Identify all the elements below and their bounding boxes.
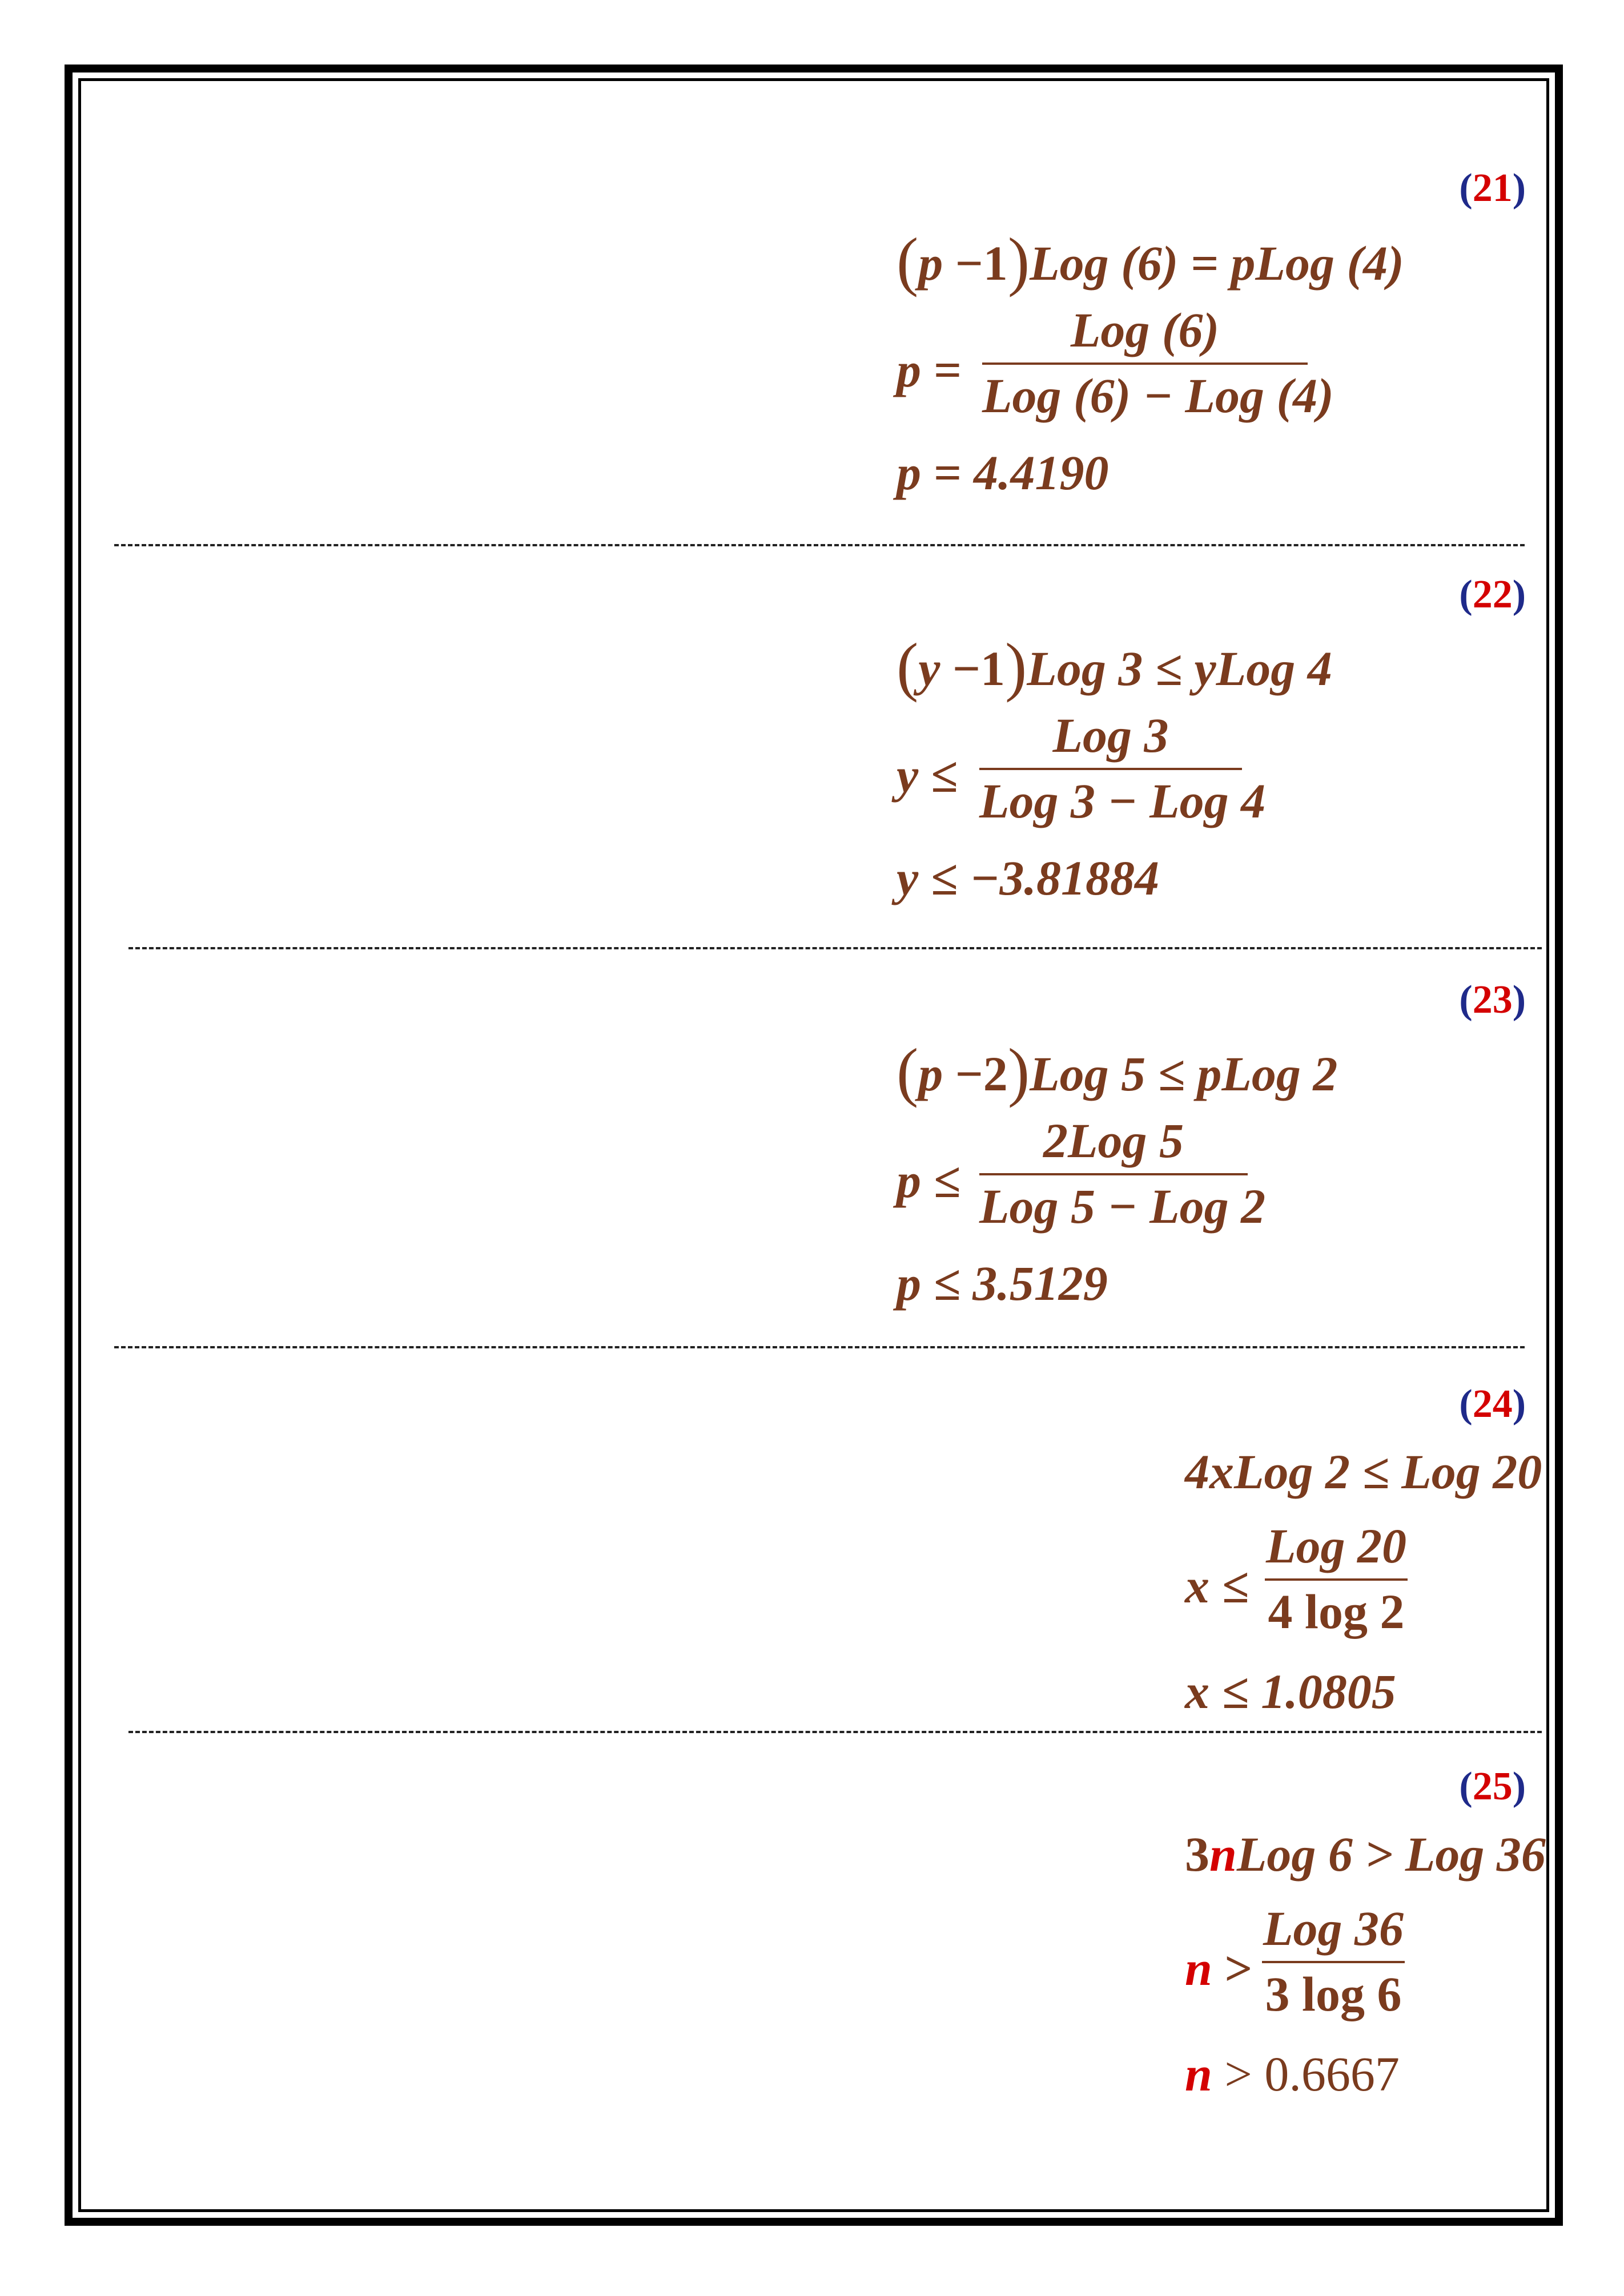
fraction <box>979 708 1266 828</box>
numerator: Log 20 <box>1265 1518 1407 1573</box>
problem-label-21: (21) <box>1459 166 1526 210</box>
fraction-lhs: y ≤ <box>897 748 958 803</box>
problem-label-24: (24) <box>1459 1382 1526 1426</box>
section-divider <box>114 1346 1525 1348</box>
fraction-bar <box>982 362 1308 365</box>
numerator: Log 36 <box>1263 1901 1404 1956</box>
problem-number: 21 <box>1472 166 1513 210</box>
fraction <box>982 303 1334 423</box>
equation-line-1: (p −1)Log (6) = pLog (4) <box>897 225 1404 297</box>
fraction-lhs: n > <box>1185 1941 1253 1996</box>
problem-label-25: (25) <box>1459 1765 1526 1808</box>
problem-number: 25 <box>1472 1765 1513 1808</box>
fraction <box>1265 1518 1408 1639</box>
denominator: 4 log 2 <box>1268 1584 1405 1639</box>
problem-number: 23 <box>1472 978 1513 1022</box>
fraction-bar <box>979 768 1242 770</box>
numerator: Log 3 <box>1052 708 1169 763</box>
result-line: n > 0.6667 <box>1185 2047 1400 2101</box>
fraction-lhs: p = <box>897 343 962 397</box>
denominator: Log 5 − Log 2 <box>979 1179 1266 1234</box>
fraction-bar <box>1262 1961 1405 1963</box>
denominator: Log (6) − Log (4) <box>982 368 1334 423</box>
numerator: 2Log 5 <box>1043 1113 1184 1168</box>
section-divider <box>114 544 1525 546</box>
fraction-bar <box>1265 1578 1408 1581</box>
result-line: p = 4.4190 <box>897 445 1109 500</box>
equation-line-1: 3nLog 6 > Log 36 <box>1185 1827 1546 1882</box>
result-line: y ≤ −3.81884 <box>897 851 1159 905</box>
problem-number: 24 <box>1472 1382 1513 1426</box>
fraction-lhs: x ≤ <box>1185 1558 1249 1613</box>
equation-line-1: (y −1)Log 3 ≤ yLog 4 <box>897 630 1332 703</box>
equation-line-1: (p −2)Log 5 ≤ pLog 2 <box>897 1036 1338 1108</box>
fraction-lhs: p ≤ <box>897 1153 960 1208</box>
equation-line-1: 4xLog 2 ≤ Log 20 <box>1185 1444 1542 1499</box>
denominator: 3 log 6 <box>1265 1967 1402 2021</box>
problem-number: 22 <box>1472 573 1513 617</box>
problem-label-23: (23) <box>1459 978 1526 1022</box>
denominator: Log 3 − Log 4 <box>979 774 1266 828</box>
result-line: p ≤ 3.5129 <box>897 1256 1108 1311</box>
problem-label-22: (22) <box>1459 573 1526 617</box>
result-line: x ≤ 1.0805 <box>1185 1664 1396 1719</box>
section-divider <box>128 1731 1542 1733</box>
fraction <box>1262 1901 1405 2021</box>
numerator: Log (6) <box>1070 303 1220 357</box>
fraction <box>979 1113 1266 1234</box>
section-divider <box>128 947 1542 949</box>
fraction-bar <box>979 1173 1248 1175</box>
